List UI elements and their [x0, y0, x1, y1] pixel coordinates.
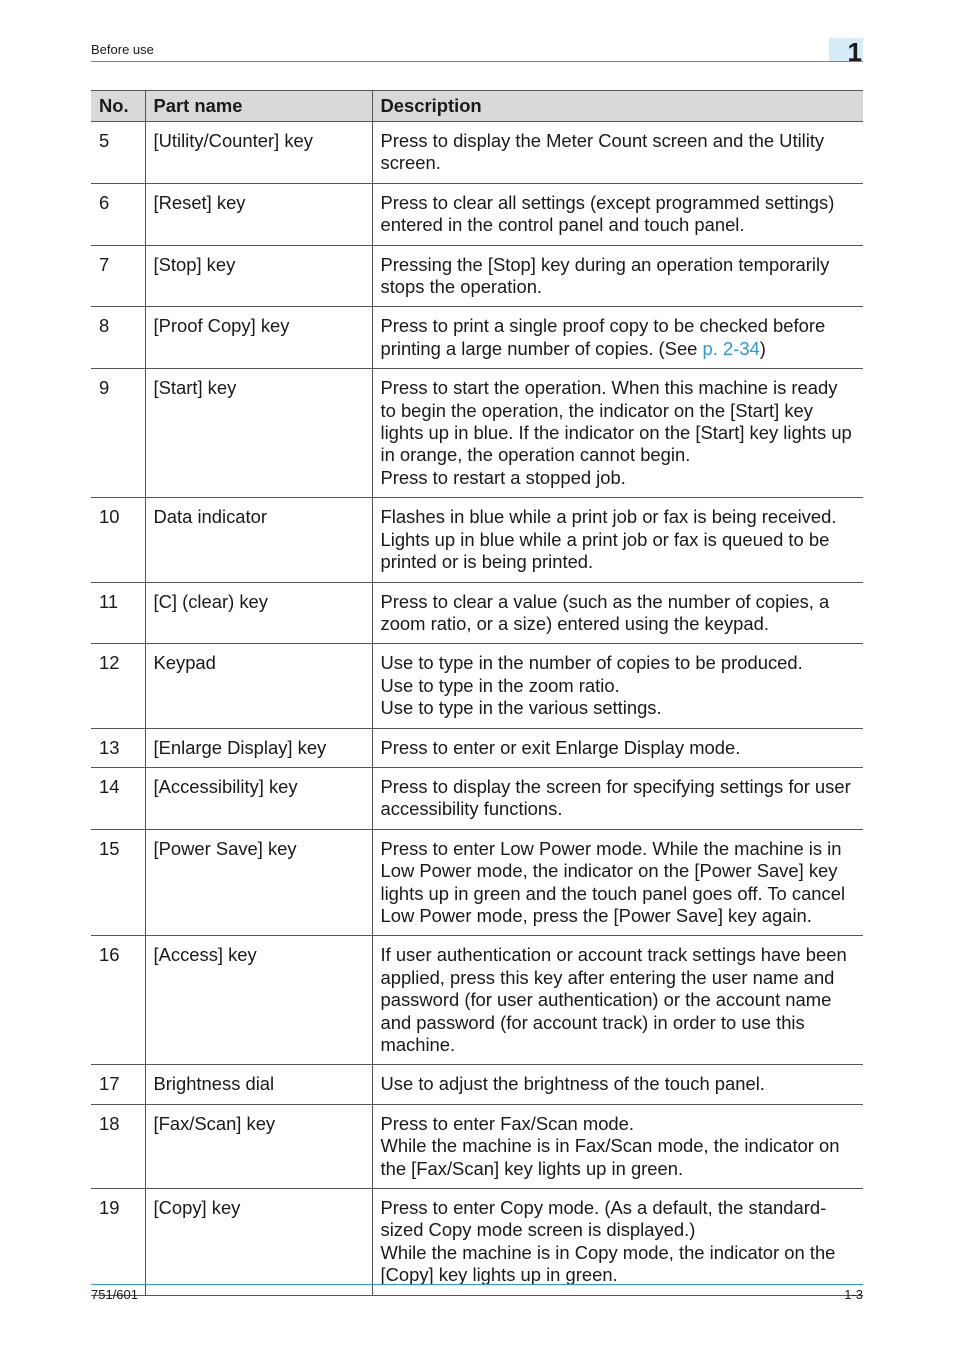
- table-row: [91, 369, 863, 498]
- description-line: Pressing the [Stop] key during an operation temporarily stops the operation.: [380, 253, 830, 298]
- cell-no: 5: [91, 122, 145, 184]
- cell-part-name: [C] (clear) key: [145, 582, 372, 644]
- table-row: [91, 582, 863, 644]
- cell-no: 16: [91, 936, 145, 1065]
- chapter-tab: [829, 37, 863, 67]
- cell-no: 13: [91, 728, 145, 767]
- cell-no: 15: [91, 829, 145, 936]
- description-line: Press to display the screen for specifying settings for user accessibility functions.: [380, 775, 851, 820]
- table-row: [91, 122, 863, 184]
- cell-description: [372, 307, 863, 369]
- table-body: [91, 122, 863, 1296]
- footer-page-number: 1-3: [844, 1287, 863, 1302]
- cell-part-name: [Access] key: [145, 936, 372, 1065]
- cell-part-name: [Enlarge Display] key: [145, 728, 372, 767]
- cell-part-name: Data indicator: [145, 498, 372, 582]
- cell-no: 14: [91, 767, 145, 829]
- table-header-row: [91, 91, 863, 122]
- cell-no: 9: [91, 369, 145, 498]
- cell-description: [372, 1189, 863, 1296]
- description-line: While the machine is in Copy mode, the indicator on the [Copy] key lights up in green.: [380, 1241, 836, 1286]
- table-row: [91, 498, 863, 582]
- table-row: [91, 1065, 863, 1104]
- column-header-no: No.: [91, 91, 145, 122]
- description-line: Use to type in the various settings.: [380, 697, 662, 719]
- table-row: [91, 829, 863, 936]
- description-line: Press to display the Meter Count screen and the Utility screen.: [380, 130, 825, 174]
- cell-no: 6: [91, 183, 145, 245]
- column-header-description: Description: [372, 91, 863, 122]
- cell-no: 10: [91, 498, 145, 582]
- description-line: Press to clear all settings (except programmed settings) entered in the control panel and touch panel.: [380, 191, 835, 236]
- cell-description: [372, 1104, 863, 1188]
- cell-description: [372, 767, 863, 829]
- cell-description: [372, 582, 863, 644]
- description-line: If user authentication or account track settings have been applied, press this key after entering the user name and password (for user authentication) or the account name and password (for account track) in order to use this machine.: [380, 944, 847, 1055]
- header-rule: [91, 61, 863, 62]
- description-line: Press to enter Low Power mode. While the machine is in Low Power mode, the indicator on the [Power Save] key lights up in green and the touch panel goes off. To cancel Low Power mode, press the [Power Save] key again.: [380, 837, 846, 926]
- cell-no: 7: [91, 245, 145, 307]
- description-line: Flashes in blue while a print job or fax is being received. Lights up in blue while a print job or fax is queued to be printed or is being printed.: [380, 506, 837, 573]
- page-reference-link[interactable]: p. 2-34: [702, 337, 760, 359]
- description-line: Press to enter or exit Enlarge Display mode.: [380, 736, 741, 758]
- parts-table: [91, 90, 863, 1296]
- cell-description: [372, 1065, 863, 1104]
- table-row: [91, 1104, 863, 1188]
- cell-part-name: Brightness dial: [145, 1065, 372, 1104]
- cell-description: [372, 728, 863, 767]
- description-line: Press to restart a stopped job.: [380, 466, 626, 488]
- table-row: [91, 183, 863, 245]
- cell-no: 12: [91, 644, 145, 728]
- cell-no: 19: [91, 1189, 145, 1296]
- section-label: Before use: [91, 42, 154, 57]
- description-line: Use to adjust the brightness of the touch panel.: [380, 1073, 765, 1095]
- description-line: Press to enter Copy mode. (As a default, the standard-sized Copy mode screen is displayed.): [380, 1197, 827, 1241]
- description-line: Use to type in the number of copies to be produced.: [380, 652, 803, 674]
- cell-part-name: [Start] key: [145, 369, 372, 498]
- cell-part-name: [Stop] key: [145, 245, 372, 307]
- table-row: [91, 728, 863, 767]
- cell-part-name: [Proof Copy] key: [145, 307, 372, 369]
- table-row: [91, 245, 863, 307]
- cell-description: [372, 498, 863, 582]
- cell-part-name: Keypad: [145, 644, 372, 728]
- cell-no: 8: [91, 307, 145, 369]
- description-text: ): [759, 337, 766, 359]
- chapter-number: 1: [847, 37, 862, 67]
- cell-part-name: [Accessibility] key: [145, 767, 372, 829]
- cell-description: [372, 245, 863, 307]
- table-row: [91, 307, 863, 369]
- cell-part-name: [Copy] key: [145, 1189, 372, 1296]
- table-row: [91, 644, 863, 728]
- cell-part-name: [Utility/Counter] key: [145, 122, 372, 184]
- description-line: Press to enter Fax/Scan mode.: [380, 1112, 634, 1134]
- cell-no: 11: [91, 582, 145, 644]
- cell-description: [372, 644, 863, 728]
- cell-part-name: [Fax/Scan] key: [145, 1104, 372, 1188]
- cell-no: 18: [91, 1104, 145, 1188]
- table-row: [91, 1189, 863, 1296]
- description-line: Use to type in the zoom ratio.: [380, 674, 620, 696]
- cell-part-name: [Reset] key: [145, 183, 372, 245]
- footer-rule: [91, 1284, 863, 1285]
- cell-description: [372, 936, 863, 1065]
- description-text: Press to print a single proof copy to be checked before printing a large number of copies. (See: [380, 315, 826, 359]
- footer-model: 751/601: [91, 1287, 138, 1302]
- table-row: [91, 936, 863, 1065]
- column-header-part-name: Part name: [145, 91, 372, 122]
- cell-no: 17: [91, 1065, 145, 1104]
- table-row: [91, 767, 863, 829]
- description-line: While the machine is in Fax/Scan mode, the indicator on the [Fax/Scan] key lights up in green.: [380, 1135, 840, 1179]
- description-line: Press to clear a value (such as the number of copies, a zoom ratio, or a size) entered using the keypad.: [380, 590, 830, 634]
- cell-part-name: [Power Save] key: [145, 829, 372, 936]
- description-line: Press to start the operation. When this machine is ready to begin the operation, the indicator on the [Start] key lights up in blue. If the indicator on the [Start] key lights up in orange, the operation cannot begin.: [380, 377, 852, 466]
- cell-description: [372, 369, 863, 498]
- cell-description: [372, 183, 863, 245]
- cell-description: [372, 122, 863, 184]
- cell-description: [372, 829, 863, 936]
